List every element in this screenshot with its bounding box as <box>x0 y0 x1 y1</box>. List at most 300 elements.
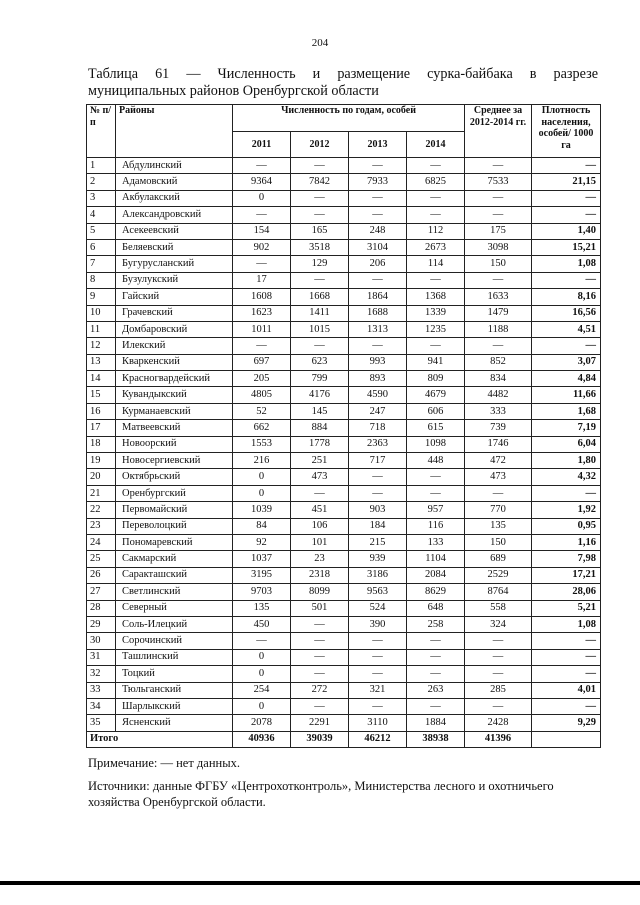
row-num: 11 <box>87 321 116 337</box>
density: 9,29 <box>532 715 601 731</box>
count-2014: 263 <box>407 682 465 698</box>
density: 1,92 <box>532 502 601 518</box>
average-2012-2014: — <box>465 666 532 682</box>
table-row <box>87 371 601 387</box>
row-num: 19 <box>87 453 116 469</box>
count-2012: 1668 <box>291 289 349 305</box>
row-num: 15 <box>87 387 116 403</box>
average-2012-2014: 2428 <box>465 715 532 731</box>
density: 6,04 <box>532 436 601 452</box>
row-num: 7 <box>87 256 116 272</box>
row-num: 33 <box>87 682 116 698</box>
count-2014: 941 <box>407 354 465 370</box>
row-num: 18 <box>87 436 116 452</box>
table-row <box>87 715 601 731</box>
district-name: Тюльганский <box>116 682 233 698</box>
count-2012: 2318 <box>291 567 349 583</box>
count-2014: 258 <box>407 616 465 632</box>
density: 1,80 <box>532 453 601 469</box>
count-2014: — <box>407 633 465 649</box>
count-2012: — <box>291 698 349 714</box>
row-num: 2 <box>87 174 116 190</box>
count-2013: 3110 <box>349 715 407 731</box>
count-2014: 606 <box>407 403 465 419</box>
table-row <box>87 272 601 288</box>
district-name: Красногвардейский <box>116 371 233 387</box>
row-num: 23 <box>87 518 116 534</box>
count-2012: 1015 <box>291 321 349 337</box>
count-2012: 165 <box>291 223 349 239</box>
total-2012: 39039 <box>291 731 349 747</box>
average-2012-2014: 473 <box>465 469 532 485</box>
count-2012: 23 <box>291 551 349 567</box>
average-2012-2014: 175 <box>465 223 532 239</box>
header-year-2012: 2012 <box>291 132 349 158</box>
district-name: Северный <box>116 600 233 616</box>
count-2011: 4805 <box>233 387 291 403</box>
count-2013: — <box>349 698 407 714</box>
row-num: 14 <box>87 371 116 387</box>
bottom-rule <box>0 881 640 885</box>
count-2014: 1098 <box>407 436 465 452</box>
count-2013: 718 <box>349 420 407 436</box>
count-2012: — <box>291 158 349 174</box>
district-name: Октябрьский <box>116 469 233 485</box>
average-2012-2014: 324 <box>465 616 532 632</box>
table-row <box>87 321 601 337</box>
table-row <box>87 567 601 583</box>
row-num: 35 <box>87 715 116 731</box>
count-2011: — <box>233 338 291 354</box>
count-2012: — <box>291 633 349 649</box>
district-name: Бузулукский <box>116 272 233 288</box>
district-name: Домбаровский <box>116 321 233 337</box>
table-row <box>87 600 601 616</box>
count-2012: 272 <box>291 682 349 698</box>
count-2012: 799 <box>291 371 349 387</box>
count-2011: 84 <box>233 518 291 534</box>
average-2012-2014: 150 <box>465 534 532 550</box>
average-2012-2014: — <box>465 190 532 206</box>
total-label: Итого <box>87 731 233 747</box>
table-row <box>87 682 601 698</box>
table-row <box>87 190 601 206</box>
count-2011: 0 <box>233 485 291 501</box>
density: — <box>532 666 601 682</box>
header-year-2014: 2014 <box>407 132 465 158</box>
density: — <box>532 698 601 714</box>
district-name: Беляевский <box>116 239 233 255</box>
count-2013: 939 <box>349 551 407 567</box>
table-row <box>87 502 601 518</box>
table-row <box>87 616 601 632</box>
table-row <box>87 469 601 485</box>
count-2013: 1864 <box>349 289 407 305</box>
count-2014: 133 <box>407 534 465 550</box>
row-num: 17 <box>87 420 116 436</box>
row-num: 4 <box>87 207 116 223</box>
total-density <box>532 731 601 747</box>
count-2014: — <box>407 649 465 665</box>
average-2012-2014: 135 <box>465 518 532 534</box>
average-2012-2014: 3098 <box>465 239 532 255</box>
district-name: Акбулакский <box>116 190 233 206</box>
district-name: Абдулинский <box>116 158 233 174</box>
count-2013: 4590 <box>349 387 407 403</box>
count-2012: — <box>291 207 349 223</box>
district-name: Бугурусланский <box>116 256 233 272</box>
caption-line-1: Таблица 61 — Численность и размещение сурка-байбака в разрезе <box>88 66 598 82</box>
count-2013: — <box>349 338 407 354</box>
count-2013: 893 <box>349 371 407 387</box>
density: — <box>532 272 601 288</box>
header-average: Среднее за 2012-2014 гг. <box>465 105 532 158</box>
count-2012: 8099 <box>291 584 349 600</box>
average-2012-2014: 689 <box>465 551 532 567</box>
count-2014: 2673 <box>407 239 465 255</box>
count-2011: 0 <box>233 649 291 665</box>
row-num: 27 <box>87 584 116 600</box>
count-2014: — <box>407 190 465 206</box>
count-2013: 524 <box>349 600 407 616</box>
header-num: № п/п <box>87 105 116 158</box>
count-2011: — <box>233 207 291 223</box>
average-2012-2014: 2529 <box>465 567 532 583</box>
total-2011: 40936 <box>233 731 291 747</box>
table-row <box>87 289 601 305</box>
count-2011: 1037 <box>233 551 291 567</box>
count-2014: — <box>407 485 465 501</box>
count-2012: 251 <box>291 453 349 469</box>
count-2014: 957 <box>407 502 465 518</box>
row-num: 5 <box>87 223 116 239</box>
table-row <box>87 387 601 403</box>
count-2013: 2363 <box>349 436 407 452</box>
row-num: 13 <box>87 354 116 370</box>
table-row <box>87 256 601 272</box>
table-row <box>87 223 601 239</box>
count-2012: — <box>291 272 349 288</box>
row-num: 30 <box>87 633 116 649</box>
table-row <box>87 666 601 682</box>
row-num: 16 <box>87 403 116 419</box>
density: 0,95 <box>532 518 601 534</box>
count-2011: — <box>233 158 291 174</box>
row-num: 29 <box>87 616 116 632</box>
table-row <box>87 158 601 174</box>
header-density: Плотность населения, особей/ 1000 га <box>532 105 601 158</box>
count-2011: 697 <box>233 354 291 370</box>
count-2011: 0 <box>233 469 291 485</box>
count-2013: 321 <box>349 682 407 698</box>
district-name: Новосергиевский <box>116 453 233 469</box>
average-2012-2014: 1188 <box>465 321 532 337</box>
density: 7,98 <box>532 551 601 567</box>
row-num: 12 <box>87 338 116 354</box>
table-row <box>87 633 601 649</box>
district-name: Оренбургский <box>116 485 233 501</box>
count-2011: 17 <box>233 272 291 288</box>
average-2012-2014: 558 <box>465 600 532 616</box>
average-2012-2014: 8764 <box>465 584 532 600</box>
count-2013: — <box>349 190 407 206</box>
count-2012: 884 <box>291 420 349 436</box>
density: 3,07 <box>532 354 601 370</box>
district-name: Матвеевский <box>116 420 233 436</box>
average-2012-2014: 150 <box>465 256 532 272</box>
row-num: 28 <box>87 600 116 616</box>
count-2011: 216 <box>233 453 291 469</box>
count-2013: 215 <box>349 534 407 550</box>
row-num: 20 <box>87 469 116 485</box>
average-2012-2014: — <box>465 158 532 174</box>
count-2014: 114 <box>407 256 465 272</box>
table-row <box>87 436 601 452</box>
average-2012-2014: 834 <box>465 371 532 387</box>
district-name: Соль-Илецкий <box>116 616 233 632</box>
count-2014: — <box>407 207 465 223</box>
district-name: Кувандыкский <box>116 387 233 403</box>
count-2014: 809 <box>407 371 465 387</box>
row-num: 21 <box>87 485 116 501</box>
row-num: 31 <box>87 649 116 665</box>
count-2011: 1553 <box>233 436 291 452</box>
table-row <box>87 534 601 550</box>
count-2014: — <box>407 469 465 485</box>
district-name: Илекский <box>116 338 233 354</box>
count-2014: — <box>407 272 465 288</box>
header-year-2013: 2013 <box>349 132 407 158</box>
district-name: Первомайский <box>116 502 233 518</box>
average-2012-2014: 1633 <box>465 289 532 305</box>
density: 16,56 <box>532 305 601 321</box>
table-row <box>87 485 601 501</box>
count-2013: 9563 <box>349 584 407 600</box>
count-2012: 473 <box>291 469 349 485</box>
count-2014: 112 <box>407 223 465 239</box>
count-2014: — <box>407 698 465 714</box>
count-2013: 390 <box>349 616 407 632</box>
density: 21,15 <box>532 174 601 190</box>
count-2014: 448 <box>407 453 465 469</box>
district-name: Ташлинский <box>116 649 233 665</box>
district-name: Сорочинский <box>116 633 233 649</box>
table-row <box>87 518 601 534</box>
count-2011: 662 <box>233 420 291 436</box>
density: 1,08 <box>532 256 601 272</box>
count-2012: 2291 <box>291 715 349 731</box>
density: — <box>532 190 601 206</box>
count-2013: 206 <box>349 256 407 272</box>
count-2014: 1884 <box>407 715 465 731</box>
average-2012-2014: — <box>465 207 532 223</box>
count-2011: 3195 <box>233 567 291 583</box>
count-2011: 1011 <box>233 321 291 337</box>
count-2014: 8629 <box>407 584 465 600</box>
page-number: 204 <box>311 37 329 49</box>
count-2012: 7842 <box>291 174 349 190</box>
count-2013: — <box>349 272 407 288</box>
density: 15,21 <box>532 239 601 255</box>
average-2012-2014: — <box>465 633 532 649</box>
count-2013: — <box>349 158 407 174</box>
average-2012-2014: — <box>465 338 532 354</box>
table-row <box>87 207 601 223</box>
count-2013: 3104 <box>349 239 407 255</box>
count-2012: 451 <box>291 502 349 518</box>
count-2013: — <box>349 666 407 682</box>
density: 28,06 <box>532 584 601 600</box>
density: 1,40 <box>532 223 601 239</box>
density: 8,16 <box>532 289 601 305</box>
average-2012-2014: — <box>465 272 532 288</box>
district-name: Пономаревский <box>116 534 233 550</box>
header-count-group: Численность по годам, особей <box>233 105 465 132</box>
count-2012: — <box>291 616 349 632</box>
table-row <box>87 239 601 255</box>
count-2013: — <box>349 469 407 485</box>
count-2012: 623 <box>291 354 349 370</box>
row-num: 8 <box>87 272 116 288</box>
density: — <box>532 338 601 354</box>
density: 4,01 <box>532 682 601 698</box>
table-body <box>87 158 601 732</box>
district-name: Сакмарский <box>116 551 233 567</box>
count-2012: — <box>291 485 349 501</box>
count-2012: 1778 <box>291 436 349 452</box>
row-num: 3 <box>87 190 116 206</box>
total-2013: 46212 <box>349 731 407 747</box>
row-num: 24 <box>87 534 116 550</box>
district-name: Александровский <box>116 207 233 223</box>
count-2014: 615 <box>407 420 465 436</box>
table-row <box>87 338 601 354</box>
table-row <box>87 174 601 190</box>
table-row <box>87 453 601 469</box>
table-row <box>87 551 601 567</box>
district-name: Переволоцкий <box>116 518 233 534</box>
count-2011: 154 <box>233 223 291 239</box>
count-2013: 903 <box>349 502 407 518</box>
count-2011: 450 <box>233 616 291 632</box>
count-2011: 254 <box>233 682 291 698</box>
density: — <box>532 207 601 223</box>
sources-text: Источники: данные ФГБУ «Центрохотконтроль», Министерства лесного и охотничьего хозяйства Оренбургской области. <box>88 779 554 809</box>
count-2013: 1313 <box>349 321 407 337</box>
density: — <box>532 649 601 665</box>
row-num: 26 <box>87 567 116 583</box>
district-name: Грачевский <box>116 305 233 321</box>
count-2012: — <box>291 649 349 665</box>
district-name: Тоцкий <box>116 666 233 682</box>
row-num: 34 <box>87 698 116 714</box>
count-2012: — <box>291 666 349 682</box>
marmot-population-table <box>86 104 601 748</box>
table-row <box>87 584 601 600</box>
density: 5,21 <box>532 600 601 616</box>
row-num: 25 <box>87 551 116 567</box>
count-2014: 1104 <box>407 551 465 567</box>
count-2011: 0 <box>233 698 291 714</box>
count-2014: 648 <box>407 600 465 616</box>
district-name: Кваркенский <box>116 354 233 370</box>
count-2012: — <box>291 190 349 206</box>
district-name: Курманаевский <box>116 403 233 419</box>
density: 1,16 <box>532 534 601 550</box>
count-2012: 106 <box>291 518 349 534</box>
table-row <box>87 698 601 714</box>
count-2013: — <box>349 649 407 665</box>
district-name: Новоорский <box>116 436 233 452</box>
district-name: Шарлыкский <box>116 698 233 714</box>
average-2012-2014: 7533 <box>465 174 532 190</box>
total-2014: 38938 <box>407 731 465 747</box>
count-2012: — <box>291 338 349 354</box>
density: — <box>532 485 601 501</box>
count-2011: 9364 <box>233 174 291 190</box>
count-2014: 4679 <box>407 387 465 403</box>
table-row <box>87 420 601 436</box>
row-num: 6 <box>87 239 116 255</box>
average-2012-2014: 739 <box>465 420 532 436</box>
table-note: Примечание: — нет данных. <box>88 756 240 770</box>
table-row <box>87 649 601 665</box>
row-num: 22 <box>87 502 116 518</box>
density: 4,51 <box>532 321 601 337</box>
count-2011: 0 <box>233 666 291 682</box>
average-2012-2014: 852 <box>465 354 532 370</box>
count-2011: — <box>233 256 291 272</box>
count-2013: 248 <box>349 223 407 239</box>
count-2013: 7933 <box>349 174 407 190</box>
density: 1,68 <box>532 403 601 419</box>
table-caption <box>88 66 598 100</box>
count-2011: 2078 <box>233 715 291 731</box>
count-2013: 717 <box>349 453 407 469</box>
count-2013: 184 <box>349 518 407 534</box>
count-2013: 3186 <box>349 567 407 583</box>
count-2014: 1339 <box>407 305 465 321</box>
count-2011: 205 <box>233 371 291 387</box>
row-num: 9 <box>87 289 116 305</box>
density: — <box>532 158 601 174</box>
count-2013: — <box>349 207 407 223</box>
count-2014: 1368 <box>407 289 465 305</box>
total-average: 41396 <box>465 731 532 747</box>
average-2012-2014: 333 <box>465 403 532 419</box>
header-year-2011: 2011 <box>233 132 291 158</box>
table-row <box>87 305 601 321</box>
density: 4,32 <box>532 469 601 485</box>
count-2013: — <box>349 485 407 501</box>
count-2013: 993 <box>349 354 407 370</box>
count-2011: 0 <box>233 190 291 206</box>
count-2011: 9703 <box>233 584 291 600</box>
total-row <box>87 731 601 747</box>
density: 1,08 <box>532 616 601 632</box>
density: 7,19 <box>532 420 601 436</box>
count-2011: 902 <box>233 239 291 255</box>
row-num: 1 <box>87 158 116 174</box>
district-name: Гайский <box>116 289 233 305</box>
count-2011: 135 <box>233 600 291 616</box>
district-name: Саракташский <box>116 567 233 583</box>
count-2012: 101 <box>291 534 349 550</box>
count-2013: — <box>349 633 407 649</box>
count-2012: 145 <box>291 403 349 419</box>
average-2012-2014: 285 <box>465 682 532 698</box>
count-2012: 4176 <box>291 387 349 403</box>
